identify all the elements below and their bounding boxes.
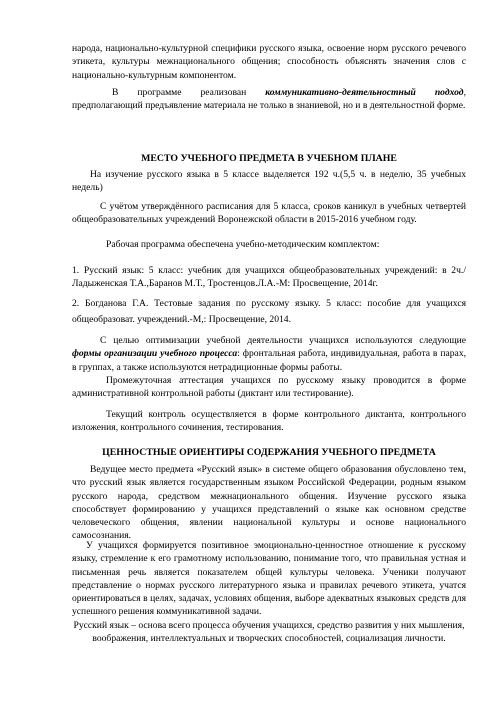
values-paragraph-2: У учащихся формируется позитивное эмоционально-ценностное отношение к русскому языку, стремление к его грамотному использованию, понимание того, что правильная устная и письменная речь является показателем общей культуры человека. Ученики получают представление о нормах русского литературного языка и правилах речевого этикета, учатся ориентироваться в целях, задачах, условиях общения, выборе адекватных языковых средств для успешного решения коммуникативной задачи.: [72, 540, 466, 618]
attestation-paragraph: Промежуточная аттестация учащихся по русскому языку проводится в форме административной контрольной работы (диктант или тестирование).: [72, 375, 466, 400]
values-heading: ЦЕННОСТНЫЕ ОРИЕНТИРЫ СОДЕРЖАНИЯ УЧЕБНОГО ПРЕДМЕТА: [102, 447, 436, 458]
schedule-paragraph: С учётом утверждённого расписания для 5 класса, сроков каникул в учебных четвертей общеобразовательных учреждений Воронежской области в 2015-2016 учебном году.: [72, 201, 466, 226]
approach-emphasis: коммуникативно-деятельностный подход: [265, 87, 464, 98]
approach-prefix: В программе реализован: [112, 87, 266, 98]
hours-paragraph: На изучение русского языка в 5 классе выделяется 192 ч.(5,5 ч. в неделю, 35 учебных недель): [72, 169, 466, 194]
forms-prefix: С целью оптимизации учебной деятельности учащихся используются следующие: [100, 335, 466, 346]
approach-paragraph: [72, 86, 466, 113]
place-heading: МЕСТО УЧЕБНОГО ПРЕДМЕТА В УЧЕБНОМ ПЛАНЕ: [141, 153, 397, 164]
textbook-item-2: 2. Богданова Г.А. Тестовые задания по русскому языку. 5 класс: пособие для учащихся общеобразоват. учреждений.-М,: Просвещение, 2014.: [72, 298, 466, 325]
complex-paragraph: Рабочая программа обеспечена учебно-методическим комплектом:: [106, 239, 380, 250]
forms-paragraph: [72, 334, 466, 374]
forms-suffix: : фронтальная работа, индивидуальная, работа в парах, в группах, а также используются нетрадиционные формы работы.: [72, 348, 467, 373]
values-paragraph-3: Русский язык – основа всего процесса обучения учащихся, средство развития у них мышления, воображения, интеллектуальных и творческих способностей, социализация личности.: [73, 620, 465, 645]
forms-emphasis: формы организации учебного процесса: [72, 348, 238, 360]
approach-suffix: , предполагающий предъявление материала не только в знаниевой, но и в деятельностной форме.: [72, 87, 466, 112]
intro-paragraph: народа, национально-культурной специфики русского языка, освоение норм русского речевого этикета, культуры межнационального общения; способность объяснять значения слов с национально-культурным компонентом.: [72, 43, 466, 81]
control-paragraph: Текущий контроль осуществляется в форме контрольного диктанта, контрольного изложения, контрольного сочинения, тестирования.: [72, 409, 466, 434]
textbook-item-1: 1. Русский язык: 5 класс: учебник для учащихся общеобразовательных учреждений: в 2ч./ Ладыженская Т.А.,Баранов М.Т., Тростенцов.Л.А.-М: Просвещение, 2014г.: [72, 265, 466, 290]
values-paragraph-1: Ведущее место предмета «Русский язык» в системе общего образования обусловлено тем, что русский язык является государственным языком Российской Федерации, родным языком русского народа, средством межнационального общения. Изучение русского языка способствует формированию у учащихся представлений о языке как основном средстве человеческого общения, явлении национальной культуры и основе национального самосознания.: [72, 464, 466, 542]
